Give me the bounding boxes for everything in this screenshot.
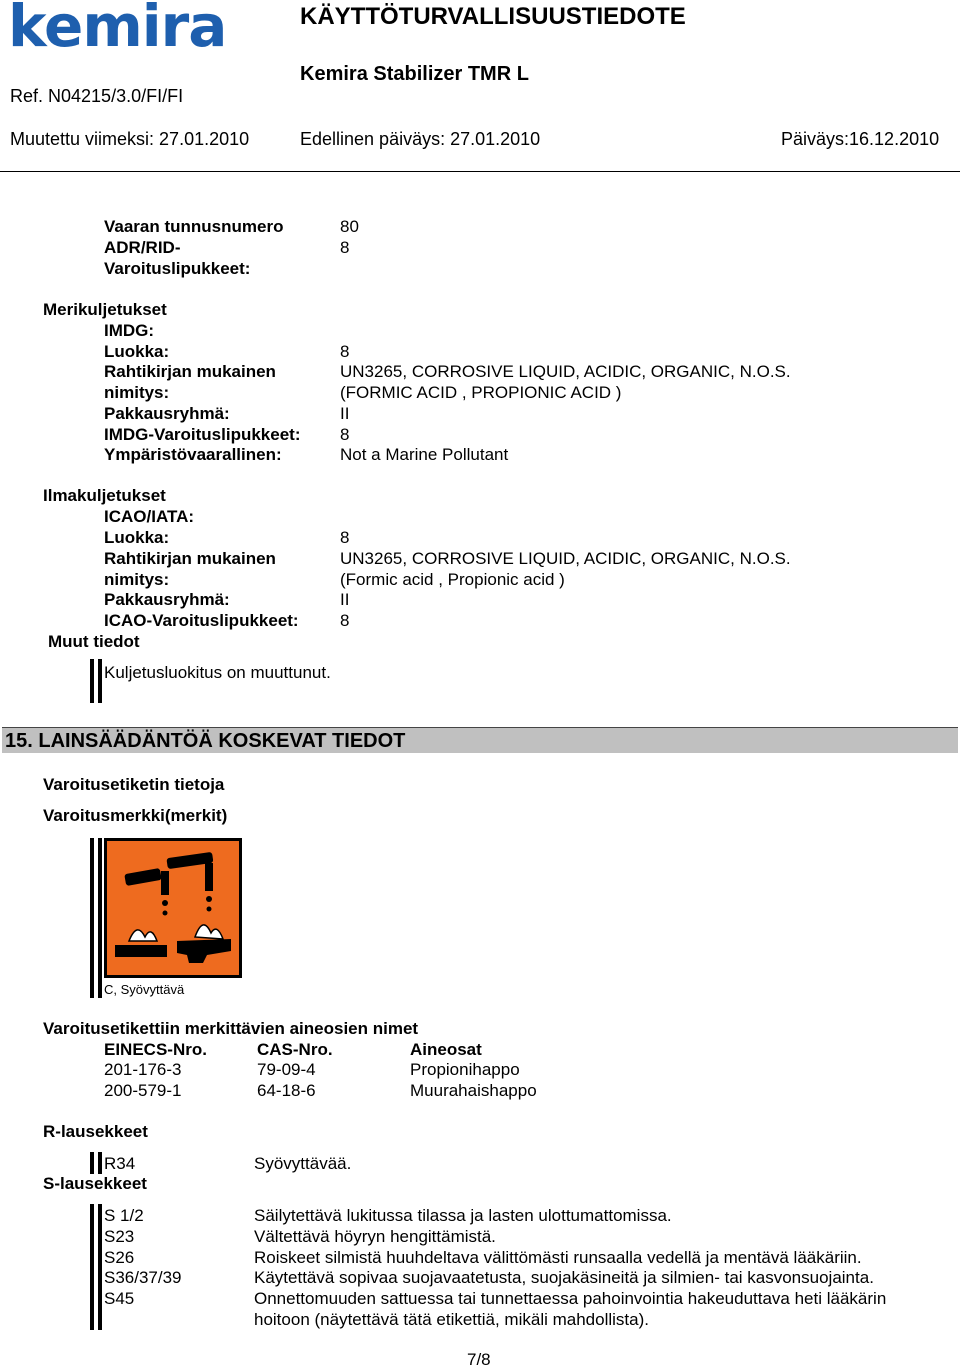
table-cell-cas: 64-18-6 [257, 1081, 316, 1100]
s-phrase-code: S23 [104, 1227, 135, 1246]
label-info-heading: Varoitusetiketin tietoja [43, 775, 225, 794]
s-phrase-text: Roiskeet silmistä huuhdeltava välittömästi runsaalla vedellä ja mentävä lääkäriin. [254, 1248, 862, 1267]
header-divider [0, 171, 960, 172]
kemira-logo: kemira [8, 0, 227, 60]
s-phrase-text: Käytettävä sopivaa suojavaatetusta, suojakäsineitä ja silmien- tai kasvonsuojainta. [254, 1268, 874, 1287]
adr-label-cont: Varoituslipukkeet: [104, 259, 251, 278]
hazard-number-label: Vaaran tunnusnumero [104, 217, 284, 236]
table-cell-einecs: 201-176-3 [104, 1060, 182, 1079]
table-cell-einecs: 200-579-1 [104, 1081, 182, 1100]
table-cell-substance: Propionihappo [410, 1060, 520, 1079]
reference-number: Ref. N04215/3.0/FI/FI [10, 86, 184, 106]
corrosive-hazard-icon [104, 838, 242, 978]
page-number: 7/8 [467, 1350, 491, 1368]
r-phrases-heading: R-lausekkeet [43, 1122, 148, 1141]
modified-date: Muutettu viimeksi: 27.01.2010 [10, 129, 250, 149]
s-phrase-text: hoitoon (näytettävä tätä etikettiä, mikäli mahdollista). [254, 1310, 649, 1329]
imdg-packing-label: Pakkausryhmä: [104, 404, 230, 423]
icao-label: ICAO/IATA: [104, 507, 195, 526]
table-cell-substance: Muurahaishappo [410, 1081, 537, 1100]
environmental-hazard-label: Ympäristövaarallinen: [104, 445, 282, 464]
substances-heading: Varoitusetikettiin merkittävien aineosien nimet [43, 1019, 419, 1038]
icao-packing-value: II [340, 590, 350, 609]
change-marker-bar [90, 838, 94, 998]
s-phrase-code: S26 [104, 1248, 135, 1267]
table-cell-cas: 79-09-4 [257, 1060, 316, 1079]
imdg-labels-label: IMDG-Varoituslipukkeet: [104, 425, 301, 444]
r-phrase-text: Syövyttävää. [254, 1154, 352, 1173]
icao-shipping-name-value-cont: (Formic acid , Propionic acid ) [340, 570, 565, 589]
imdg-labels-value: 8 [340, 425, 350, 444]
section-15-title: 15. LAINSÄÄDÄNTÖÄ KOSKEVAT TIEDOT [5, 730, 406, 752]
s-phrases-heading: S-lausekkeet [43, 1174, 147, 1193]
icao-shipping-name-value: UN3265, CORROSIVE LIQUID, ACIDIC, ORGANIC, N.O.S. [340, 549, 791, 568]
air-transport-heading: Ilmakuljetukset [43, 486, 166, 505]
change-marker-bar [98, 1204, 102, 1330]
document-title: KÄYTTÖTURVALLISUUSTIEDOTE [300, 3, 686, 30]
column-substance: Aineosat [410, 1040, 482, 1059]
column-cas: CAS-Nro. [257, 1040, 333, 1059]
adr-label: ADR/RID- [104, 238, 181, 257]
imdg-class-value: 8 [340, 342, 350, 361]
previous-date: Edellinen päiväys: 27.01.2010 [300, 129, 541, 149]
change-marker-bar [90, 1204, 94, 1330]
change-marker-bar [98, 1152, 102, 1174]
icao-shipping-name-label: Rahtikirjan mukainen [104, 549, 276, 568]
product-name: Kemira Stabilizer TMR L [300, 63, 529, 85]
imdg-class-label: Luokka: [104, 342, 170, 361]
adr-value: 8 [340, 238, 350, 257]
s-phrase-code: S 1/2 [104, 1206, 144, 1225]
icao-class-value: 8 [340, 528, 350, 547]
imdg-shipping-name-label-cont: nimitys: [104, 383, 170, 402]
s-phrase-text: Säilytettävä lukitussa tilassa ja lasten ulottumattomissa. [254, 1206, 672, 1225]
s-phrase-text: Vältettävä höyryn hengittämistä. [254, 1227, 496, 1246]
environmental-hazard-value: Not a Marine Pollutant [340, 445, 509, 464]
imdg-shipping-name-value-cont: (FORMIC ACID , PROPIONIC ACID ) [340, 383, 622, 402]
change-marker-bar [98, 838, 102, 998]
icao-shipping-name-label-cont: nimitys: [104, 570, 170, 589]
issue-date: Päiväys:16.12.2010 [781, 129, 940, 149]
hazard-symbol-caption: C, Syövyttävä [104, 982, 185, 997]
icao-labels-value: 8 [340, 611, 350, 630]
imdg-label: IMDG: [104, 321, 155, 340]
s-phrase-code: S36/37/39 [104, 1268, 182, 1287]
corrosive-pictogram [107, 841, 239, 975]
sea-transport-heading: Merikuljetukset [43, 300, 167, 319]
change-marker-bar [90, 1152, 94, 1174]
imdg-shipping-name-value: UN3265, CORROSIVE LIQUID, ACIDIC, ORGANIC, N.O.S. [340, 362, 791, 381]
hazard-number-value: 80 [340, 217, 359, 236]
icao-labels-label: ICAO-Varoituslipukkeet: [104, 611, 299, 630]
s-phrase-text: Onnettomuuden sattuessa tai tunnettaessa pahoinvointia hakeuduttava heti lääkärin [254, 1289, 887, 1308]
icao-packing-label: Pakkausryhmä: [104, 590, 230, 609]
change-marker-bar [90, 659, 94, 703]
column-einecs: EINECS-Nro. [104, 1040, 207, 1059]
imdg-shipping-name-label: Rahtikirjan mukainen [104, 362, 276, 381]
r-phrase-code: R34 [104, 1154, 136, 1173]
imdg-packing-value: II [340, 404, 350, 423]
icao-class-label: Luokka: [104, 528, 170, 547]
s-phrase-code: S45 [104, 1289, 135, 1308]
change-marker-bar [98, 659, 102, 703]
other-info-heading: Muut tiedot [48, 632, 140, 651]
other-info-note: Kuljetusluokitus on muuttunut. [104, 663, 331, 682]
hazard-symbols-heading: Varoitusmerkki(merkit) [43, 806, 228, 825]
